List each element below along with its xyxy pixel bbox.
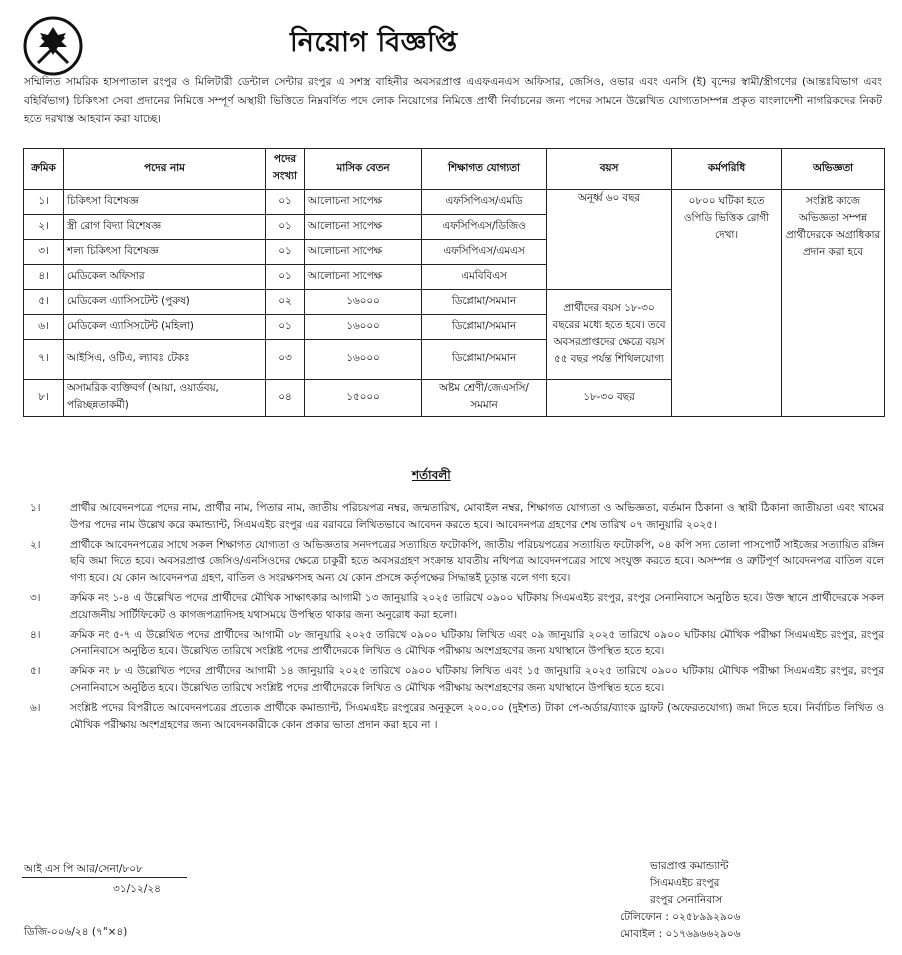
list-item (22, 537, 884, 587)
army-logo (22, 15, 84, 77)
cell-count: ০৪ (266, 380, 305, 417)
term-number: ৩। (30, 591, 41, 604)
cell-count: ০১ (266, 265, 305, 290)
term-number: ৫। (30, 665, 41, 678)
cell-post: স্ত্রী রোগ বিদ্যা বিশেষজ্ঞ (64, 215, 266, 240)
cell-serial: ৪। (24, 265, 64, 290)
col-experience: অভিজ্ঞতা (782, 149, 885, 190)
cell-salary: আলোচনা সাপেক্ষ (305, 265, 422, 290)
notice-title: নিয়োগ বিজ্ঞপ্তি (290, 27, 458, 58)
cell-education: ডিপ্লোমা/সমমান (422, 315, 547, 340)
cell-education: ডিপ্লোমা/সমমান (422, 290, 547, 315)
cell-education: এফসিপিএস/এমডি (422, 190, 547, 215)
cell-post: অসামরিক ব্যক্তিবর্গ (আয়া, ওয়ার্ডবয়, পরিচ্ছন্নতাকর্মী) (64, 380, 266, 417)
term-text: সংশ্লিষ্ট পদের বিপরীতে আবেদনপত্রের প্রত্যেক প্রার্থীকে কমান্ড্যান্ট, সিএমএইচ রংপুরের অনুকূলে ২০০.০০ (দুইশত) টাকা পে-অর্ডার/ব্যাংক ড্রাফট (অফেরতযোগ্য) জমা দিতে হবে। নির্বাচিত লিখিত ও মৌখিক পরীক্ষায় অংশগ্রহণের জন্য আবেদনকারীকে কোন প্রকার ভাতা প্রদান করা হবে না । (70, 701, 884, 731)
col-education: শিক্ষাগত যোগ্যতা (422, 149, 547, 190)
cell-education: এফসিপিএস/ডিজিও (422, 215, 547, 240)
cell-education: অষ্টম শ্রেণী/জেএসসি/ সমমান (422, 380, 547, 417)
cell-serial: ২। (24, 215, 64, 240)
reference-date: ৩১/১২/২৪ (113, 883, 161, 895)
cell-serial: ১। (24, 190, 64, 215)
reference-number: আই এস পি আর/সেনা/৮০৮ (24, 863, 143, 875)
term-text: ক্রমিক নং ৮ এ উল্লেখিত পদের প্রার্থীদের আগামী ১৪ জানুয়ারি ২০২৫ তারিখে ০৯০০ ঘটিকায় লিখিত এবং ১৫ জানুয়ারি ২০২৫ তারিখে ০৯০০ ঘটিকায় মৌখিক পরীক্ষা সিএমএইচ রংপুর, রংপুর সেনানিবাসে অনুষ্ঠিত হবে। উল্লেখিত তারিখে সংশ্লিষ্ট পদের প্রার্থীদেরকে লিখিত ও মৌখিক পরীক্ষায় অংশগ্রহণের জন্য যথাস্থানে উপস্থিত হতে হবে। (70, 665, 884, 694)
cell-education: এফসিপিএস/এমএস (422, 240, 547, 265)
cell-post: মেডিকেল এ্যাসিসটেন্ট (মহিলা) (64, 315, 266, 340)
col-count: পদের সংখ্যা (266, 149, 305, 190)
cell-salary: ১৬০০০ (305, 340, 422, 380)
phone-number: টেলিফোন : ০২৫৮৯৯২৯০৬ (620, 911, 741, 923)
cell-age-general: প্রার্থীদের বয়স ১৮-৩০ বছরের মধ্যে হতে হবে। তবে অবসরপ্রাপ্তদের ক্ষেত্রে বয়স ৫৫ বছর পর্যন্ত শিথিলযোগ্য (547, 290, 672, 380)
jobs-table (23, 148, 885, 417)
cell-serial: ৮। (24, 380, 64, 417)
list-item (22, 500, 884, 534)
cell-age-senior: অনূর্ধ্ব ৬০ বছর (547, 190, 672, 290)
col-scope: কর্মপরিধি (672, 149, 782, 190)
term-text: ক্রমিক নং ৫-৭ এ উল্লেখিত পদের প্রার্থীদের আগামী ০৮ জানুয়ারি ২০২৫ তারিখে ০৯০০ ঘটিকায় লিখিত এবং ০৯ জানুয়ারি ২০২৫ তারিখে ০৯০০ ঘটিকায় মৌখিক পরীক্ষা সিএমএইচ রংপুর, রংপুর সেনানিবাসে অনুষ্ঠিত হবে। উল্লেখিত তারিখে সংশ্লিষ্ট পদের প্রার্থীদেরকে লিখিত ও মৌখিক পরীক্ষায় অংশগ্রহণের জন্য যথাস্থানে উপস্থিত হতে হবে। (70, 628, 884, 658)
cell-serial: ৩। (24, 240, 64, 265)
cell-salary: আলোচনা সাপেক্ষ (305, 240, 422, 265)
terms-list (22, 500, 884, 736)
cell-experience: সংশ্লিষ্ট কাজে অভিজ্ঞতা সম্পন্ন প্রার্থীদেরকে অগ্রাধিকার প্রদান করা হবে (782, 190, 885, 417)
cell-count: ০১ (266, 315, 305, 340)
col-post: পদের নাম (64, 149, 266, 190)
cell-post: মেডিকেল অফিসার (64, 265, 266, 290)
col-serial: ক্রমিক (24, 149, 64, 190)
signer-office: সিএমএইচ রংপুর (650, 877, 720, 889)
cell-count: ০১ (266, 190, 305, 215)
table-header-row (24, 149, 885, 190)
cell-count: ০২ (266, 290, 305, 315)
cell-post: মেডিকেল এ্যাসিসটেন্ট (পুরুষ) (64, 290, 266, 315)
list-item (22, 663, 884, 697)
cell-serial: ৬। (24, 315, 64, 340)
cell-education: ডিপ্লোমা/সমমান (422, 340, 547, 380)
cell-post: চিকিৎসা বিশেষজ্ঞ (64, 190, 266, 215)
term-number: ৬। (30, 701, 41, 714)
cell-post: শল্য চিকিৎসা বিশেষজ্ঞ (64, 240, 266, 265)
mobile-number: মোবাইল : ০১৭৬৯৬৬২৯০৬ (620, 928, 741, 940)
term-number: ২। (30, 538, 41, 551)
list-item (22, 627, 884, 661)
cell-salary: আলোচনা সাপেক্ষ (305, 215, 422, 240)
cell-salary: ১৫০০০ (305, 380, 422, 417)
cell-salary: আলোচনা সাপেক্ষ (305, 190, 422, 215)
term-number: ১। (30, 502, 41, 514)
cell-salary: ১৬০০০ (305, 315, 422, 340)
cell-count: ০১ (266, 240, 305, 265)
term-text: ক্রমিক নং ১-৪ এ উল্লেখিত পদের প্রার্থীদের মৌখিক সাক্ষাৎকার আগামী ১৩ জানুয়ারি ২০২৫ তারিখে ০৯০০ ঘটিকায় সিএমএইচ রংপুর, রংপুর সেনানিবাসে অনুষ্ঠিত হবে। উক্ত স্থানে প্রার্থীদেরকে সকল প্রয়োজনীয় সার্টিফিকেট ও কাগজপত্রাদিসহ যথাসময়ে উপস্থিত থাকার জন্য অনুরোধ করা হলো। (70, 591, 884, 621)
dg-code: ডিজি-০০৬/২৪ (৭"×৪) (24, 926, 128, 938)
col-age: বয়স (547, 149, 672, 190)
term-number: ৪। (30, 628, 41, 641)
cell-count: ০৩ (266, 340, 305, 380)
cell-age-staff: ১৮-৩০ বছর (547, 380, 672, 417)
cell-post: আইসিএ, ওটিএ, ল্যাবঃ টেকঃ (64, 340, 266, 380)
list-item (22, 590, 884, 624)
reference-divider (22, 877, 187, 878)
table-row (24, 190, 885, 215)
term-text: প্রার্থীর আবেদনপত্রে পদের নাম, প্রার্থীর নাম, পিতার নাম, জাতীয় পরিচয়পত্র নম্বর, জন্মতারিখ, মোবাইল নম্বর, শিক্ষাগত যোগ্যতা ও অভিজ্ঞতা, বর্তমান ঠিকানা ও স্থায়ী ঠিকানা জাতীয়তা এবং খামের উপর পদের নাম উল্লেখ করে কমান্ড্যান্ট, সিএমএইচ রংপুর এর বরাবরে লিখিতভাবে আবেদন করতে হবে। আবেদনপত্র গ্রহণের শেষ তারিখ ০৭ জানুয়ারি ২০২৫। (70, 502, 884, 531)
cell-serial: ৫। (24, 290, 64, 315)
cell-salary: ১৬০০০ (305, 290, 422, 315)
signer-location: রংপুর সেনানিবাস (650, 894, 723, 906)
term-text: প্রার্থীকে আবেদনপত্রের সাথে সকল শিক্ষাগত যোগ্যতা ও অভিজ্ঞতার সনদপত্রের সত্যায়িত ফটোকপি, জাতীয় পরিচয়পত্রের সত্যায়িত ফটোকপি, ০৪ কপি সদ্য তোলা পাসপোর্ট সাইজের সত্যায়িত রঙ্গিন ছবি জমা দিতে হবে। অবসরপ্রাপ্ত জেসিও/এনসিওদের ক্ষেত্রে চাকুরী হতে অবসরগ্রহণ সংক্রান্ত যাবতীয় নথিপত্র আবেদনপত্রের সাথে সংযুক্ত করতে হবে। অসম্পন্ন ও ত্রুটিপূর্ণ আবেদনপত্র বাতিল বলে গণ্য হবে। যে কোন আবেদনপত্র গ্রহণ, বাতিল ও সংরক্ষণসহ অন্য যে কোন প্রসঙ্গে কর্তৃপক্ষের সিদ্ধান্তই চূড়ান্ত বলে গণ্য হবে। (70, 538, 884, 585)
signer-title: ভারপ্রাপ্ত কমান্ড্যান্ট (650, 860, 729, 872)
cell-serial: ৭। (24, 340, 64, 380)
list-item (22, 700, 884, 734)
col-salary: মাসিক বেতন (305, 149, 422, 190)
cell-count: ০১ (266, 215, 305, 240)
cell-scope: ০৮০০ ঘটিকা হতে ওপিডি ভিত্তিক রোগী দেখা। (672, 190, 782, 417)
intro-paragraph: সম্মিলিত সামরিক হাসপাতাল রংপুর ও মিলিটারী ডেন্টাল সেন্টার রংপুর এ সশস্ত্র বাহিনীর অবসরপ্রাপ্ত এএফএনএস অফিসার, জেসিও, ওভার এবং এনসি (ই) বৃন্দের স্বামী/স্ত্রীগণের (আন্তঃবিভাগ এবং বহির্বিভাগ) চিকিৎসা সেবা প্রদানের নিমিত্তে সম্পূর্ণ অস্থায়ী ভিত্তিতে নিম্নবর্ণিত পদে লোক নিয়োগের নিমিত্তে প্রার্থী নির্বাচনের জন্য পদের সামনে উল্লেখিত যোগ্যতাসম্পন্ন প্রকৃত বাংলাদেশী নাগরিকদের নিকট হতে দরখাস্ত আহবান করা যাচ্ছে। (24, 76, 882, 125)
terms-title: শর্তাবলী (412, 468, 451, 482)
signature-block (620, 858, 741, 943)
cell-education: এমবিবিএস (422, 265, 547, 290)
